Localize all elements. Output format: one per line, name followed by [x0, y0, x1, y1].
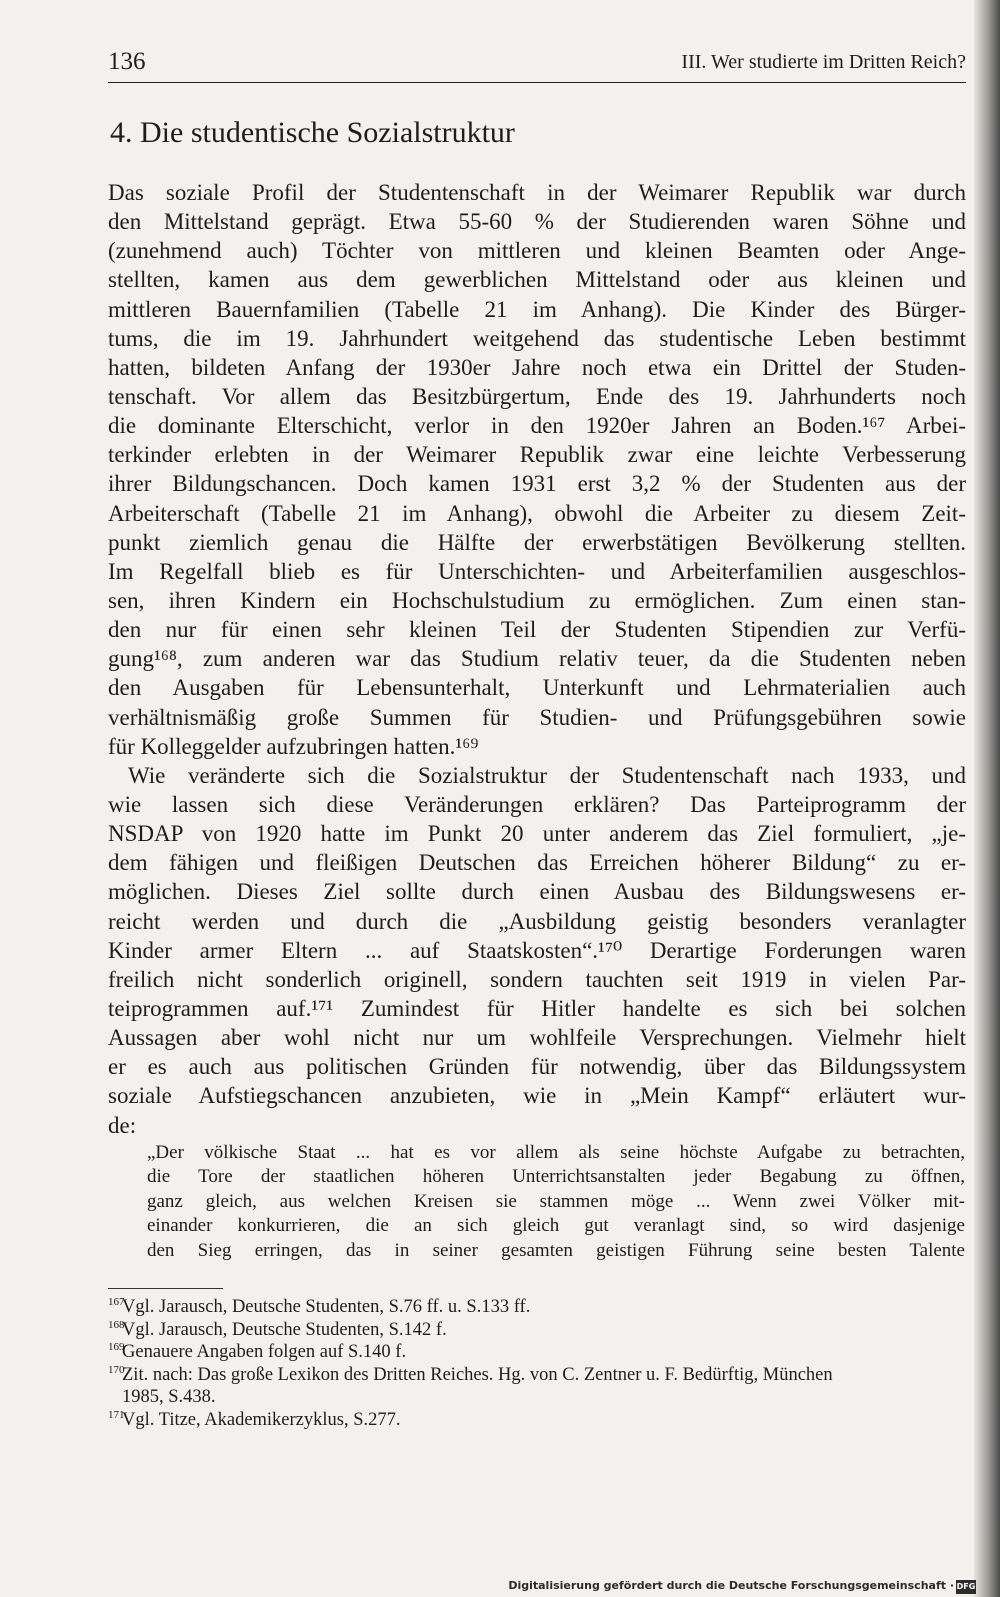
body-text [108, 178, 966, 1140]
footnote-text: Vgl. Titze, Akademikerzyklus, S.277. [122, 1409, 401, 1430]
text-line: ihrer Bildungschancen. Doch kamen 1931 erst 3,2 % der Studenten aus der [108, 471, 966, 497]
quote-line: ganz gleich, aus welchen Kreisen sie stammen möge ... Wenn zwei Völker mit- [147, 1190, 965, 1212]
text-line: hatten, bildeten Anfang der 1930er Jahre noch etwa ein Drittel der Studen- [108, 354, 966, 380]
quote-line: einander konkurrieren, die an sich gleich gut veranlagt sind, so wird dasjenige [147, 1215, 965, 1237]
text-line: stellten, kamen aus dem gewerblichen Mittelstand oder aus kleinen und [108, 267, 966, 293]
text-line: teiprogrammen auf.¹⁷¹ Zumindest für Hitler handelte es sich bei solchen [108, 995, 966, 1021]
footnote [108, 1409, 966, 1432]
text-line: de: [108, 1112, 137, 1138]
chapter-title: 4. Die studentische Sozialstruktur [110, 116, 515, 149]
digitization-credit: Digitalisierung gefördert durch die Deutsche Forschungsgemeinschaft · [508, 1579, 954, 1592]
text-line: Kinder armer Eltern ... auf Staatskosten“.¹⁷⁰ Derartige Forderungen waren [108, 937, 966, 963]
footnote-number: 171 [108, 1408, 125, 1421]
text-line: terkinder erlebten in der Weimarer Republik zwar eine leichte Verbesserung [108, 442, 966, 468]
text-line: Aussagen aber wohl nicht nur um wohlfeile Versprechungen. Vielmehr hielt [108, 1025, 966, 1051]
footnote [108, 1319, 966, 1342]
footnote-text: 1985, S.438. [122, 1387, 216, 1407]
footnote-rule [108, 1288, 223, 1289]
page-edge-shadow [974, 0, 1000, 1597]
footnote-number: 170 [108, 1363, 125, 1376]
footnotes [108, 1296, 966, 1431]
text-line: sen, ihren Kindern ein Hochschulstudium zu ermöglichen. Zum einen stan- [108, 587, 966, 613]
text-line: tums, die im 19. Jahrhundert weitgehend das studentische Leben bestimmt [108, 325, 966, 351]
text-line: Arbeiterschaft (Tabelle 21 im Anhang), obwohl die Arbeiter zu diesem Zeit- [108, 500, 966, 526]
text-line: wie lassen sich diese Veränderungen erklären? Das Parteiprogramm der [108, 791, 966, 817]
text-line: gung¹⁶⁸, zum anderen war das Studium relativ teuer, da die Studenten neben [108, 646, 966, 672]
text-line: punkt ziemlich genau die Hälfte der erwerbstätigen Bevölkerung stellten. [108, 529, 966, 555]
footnote-text: Vgl. Jarausch, Deutsche Studenten, S.142 f. [122, 1319, 447, 1340]
footnote-text: Vgl. Jarausch, Deutsche Studenten, S.76 ff. u. S.133 ff. [122, 1297, 531, 1317]
text-line: reicht werden und durch die „Ausbildung geistig besonders veranlagter [108, 908, 966, 934]
text-line: den Mittelstand geprägt. Etwa 55-60 % der Studierenden waren Söhne und [108, 209, 966, 235]
text-line: tenschaft. Vor allem das Besitzbürgertum, Ende des 19. Jahrhunderts noch [108, 383, 966, 409]
block-quote [147, 1141, 965, 1263]
text-line: Wie veränderte sich die Sozialstruktur der Studentenschaft nach 1933, und [128, 762, 966, 788]
text-line: Im Regelfall blieb es für Unterschichten- und Arbeiterfamilien ausgeschlos- [108, 558, 966, 584]
text-line: Das soziale Profil der Studentenschaft in der Weimarer Republik war durch [108, 180, 966, 205]
text-line: soziale Aufstiegschancen anzubieten, wie in „Mein Kampf“ erläutert wur- [108, 1083, 966, 1109]
text-line: für Kolleggelder aufzubringen hatten.¹⁶⁹ [108, 733, 479, 759]
text-line: mittleren Bauernfamilien (Tabelle 21 im Anhang). Die Kinder des Bürger- [108, 296, 966, 322]
footnote [108, 1386, 966, 1409]
quote-line: „Der völkische Staat ... hat es vor allem als seine höchste Aufgabe zu betrachten, [147, 1142, 965, 1163]
text-line: den nur für einen sehr kleinen Teil der Studenten Stipendien zur Verfü- [108, 617, 966, 643]
footnote-text: Zit. nach: Das große Lexikon des Dritten Reiches. Hg. von C. Zentner u. F. Bedürftig, München [122, 1364, 833, 1385]
text-line: er es auch aus politischen Gründen für notwendig, über das Bildungssystem [108, 1054, 966, 1080]
text-line: (zunehmend auch) Töchter von mittleren und kleinen Beamten oder Ange- [108, 238, 966, 264]
footnote-number: 168 [108, 1318, 125, 1331]
text-line: dem fähigen und fleißigen Deutschen das Erreichen höherer Bildung“ zu er- [108, 850, 966, 876]
page-number: 136 [108, 48, 146, 75]
footnote [108, 1341, 966, 1364]
footnote [108, 1364, 966, 1387]
text-line: die dominante Elterschicht, verlor in den 1920er Jahren an Boden.¹⁶⁷ Arbei- [108, 413, 966, 439]
text-line: verhältnismäßig große Summen für Studien- und Prüfungsgebühren sowie [108, 704, 966, 730]
footnote-text: Genauere Angaben folgen auf S.140 f. [122, 1342, 407, 1362]
dfg-logo: DFG [956, 1580, 976, 1594]
running-head: III. Wer studierte im Dritten Reich? [681, 51, 966, 73]
quote-line: die Tore der staatlichen höheren Unterrichtsanstalten jeder Begabung zu öffnen, [147, 1166, 965, 1188]
footnote-number: 167 [108, 1296, 125, 1308]
footnote-number: 169 [108, 1341, 125, 1353]
page-header [108, 46, 966, 83]
quote-line: den Sieg erringen, das in seiner gesamten geistigen Führung seine besten Talente [147, 1239, 965, 1261]
text-line: freilich nicht sonderlich originell, sondern tauchten seit 1919 in vielen Par- [108, 966, 966, 992]
footnote [108, 1296, 966, 1319]
text-line: den Ausgaben für Lebensunterhalt, Unterkunft und Lehrmaterialien auch [108, 675, 966, 701]
text-line: NSDAP von 1920 hatte im Punkt 20 unter anderem das Ziel formuliert, „je- [108, 821, 966, 847]
text-line: möglichen. Dieses Ziel sollte durch einen Ausbau des Bildungswesens er- [108, 879, 966, 905]
